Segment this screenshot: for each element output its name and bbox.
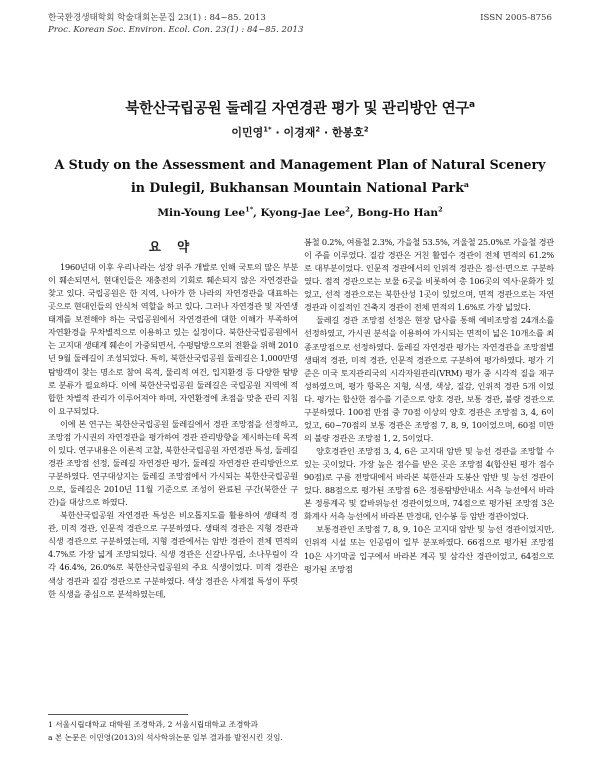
journal-citation-ko: 한국환경생태학회 학술대회논문집 23(1) : 84~85. 2013 — [48, 13, 266, 23]
footnote-divider — [48, 714, 188, 715]
authors-ko — [0, 124, 600, 140]
abstract-paragraph: 보통경관인 조망점 7, 8, 9, 10은 고지대 암반 및 능선 경관이었지만, 인위적 시설 또는 인공림이 일부 분포하였다. 66점으로 평가된 조망점 10은 사기막골 입구에서 바라본 계곡 및 삼각산 경관이었고, 64점으로 평가된 조망점 — [304, 524, 554, 574]
abstract-paragraph: 북한산국립공원 자연경관 특성은 비오톱지도를 활용하여 생태적 경관, 미적 경관, 인문적 경관으로 구분하였다. 생태적 경관은 지형 경관과 식생 경관으로 구분하였는데, 지형 경관에서는 암반 경관이 전체 면적의 4.7%로 가장 넓게 조망되었다. 식생 경관은 신갈나무림, 소나무림이 각각 46.4%, 26.0%로 북한산국립공원의 주요 식생이었다. 미적 경관은 색상 경관과 질감 경관으로 구분하였다. 색상 경관은 사계절 특성이 뚜렷한 식생을 중심으로 분석하였는데, — [48, 510, 298, 599]
footnotes — [48, 719, 552, 744]
paper-title-en — [0, 153, 600, 199]
author-en-3: Bong-Ho Han — [357, 207, 439, 219]
author-en-separator: , — [253, 207, 261, 219]
abstract-paragraph: 1960년대 이후 우리나라는 성장 위주 개발로 인해 국토의 많은 부분이 훼손되면서, 현대인들은 재충전의 기회로 훼손되지 않은 자연경관을 찾고 있다. 국립공원은 한 지역, 나아가 한 나라의 자연경관을 대표하는 곳으로 현대인들의 안식처 역할을 하고 있다. 그러나 자연경관 및 자연생태계를 보전해야 하는 국립공원에서 자연경관에 대한 이해가 부족하여 자연환경을 무차별적으로 이용하고 있는 실정이다. 북한산국립공원에서는 고지대 생태계 훼손이 가중되면서, 수평탐방으로의 전환을 위해 2010년 9월 둘레길이 조성되었다. 특히, 북한산국립공원 둘레길은 1,000만명 탐방객이 찾는 명소로 참여 목적, 물리적 여건, 입지환경 등 다양한 탐방로 분류가 필요하다. 이에 북한산국립공원 둘레길은 국립공원 지역에 적합한 차별적 관리가 이루어져야 하며, 자연환경에 초점을 맞춘 관리 지침이 요구되었다. — [48, 262, 298, 416]
author-ko-2-mark: 2 — [315, 125, 321, 134]
abstract-right-column — [304, 236, 554, 576]
abstract-paragraph: 이에 본 연구는 북한산국립공원 둘레길에서 경관 조망점을 선정하고, 조망점 가시권의 자연경관을 평가하여 경관 관리방향을 제시하는데 목적이 있다. 연구내용은 이론적 고찰, 북한산국립공원 자연경관 특성, 둘레길 경관 조망점 선정, 둘레길 자연경관 평가, 둘레길 자연경관 관리방안으로 구분하였다. 연구대상지는 둘레길 조망점에서 가시되는 북한산국립공원으로, 둘레길은 2010년 11월 기준으로 조성이 완료된 구간(북한산 구간)을 대상으로 하였다. — [48, 418, 298, 508]
author-ko-1-mark: 1* — [263, 125, 272, 134]
paper-title-en-line1: A Study on the Assessment and Management Plan of Natural Scenery — [54, 157, 546, 172]
author-ko-1: 이민영 — [231, 126, 264, 139]
abstract-paragraph: 둘레길 경관 조망점 선정은 현장 답사를 통해 예비조망점 24개소를 선정하였고, 가시권 분석을 이용하여 가시되는 면적이 넓은 10개소를 최종조망점으로 선정하였다. 둘레길 자연경관 평가는 자연경관을 조망점별 생태적 경관, 미적 경관, 인문적 경관으로 구분하여 평가하였다. 평가 기준은 미국 토지관리국의 시각자원관리(VRM) 평가 중 시각적 질을 재구성하였으며, 평가 항목은 지형, 식생, 색상, 질감, 인위적 경관 5개 이었다. 평가는 합산한 점수를 기준으로 양호 경관, 보통 경관, 불량 경관으로 구분하였다. 100점 만점 중 70점 이상의 양호 경관은 조망점 3, 4, 6이었고, 60~70점의 보통 경관은 조망점 7, 8, 9, 10이었으며, 60점 미만의 불량 경관은 조망점 1, 2, 5이었다. — [304, 315, 554, 443]
title-en-footnote-mark: a — [463, 179, 469, 189]
author-ko-3-mark: 2 — [363, 125, 369, 134]
author-ko-3: 한봉호 — [331, 126, 364, 139]
author-en-2: Kyong-Jae Lee — [260, 207, 346, 219]
paper-title-en-line2: in Dulegil, Bukhansan Mountain National Park — [131, 180, 464, 195]
authors-en — [0, 207, 600, 219]
footnote-thesis-note: a 본 논문은 이민영(2013)의 석사학위논문 일부 결과를 발전시킨 것임. — [48, 732, 283, 742]
author-en-3-mark: 2 — [438, 205, 443, 214]
footnote-affiliations: 1 서울시립대학교 대학원 조경학과, 2 서울시립대학교 조경학과 — [48, 720, 258, 729]
author-en-separator: , — [349, 207, 358, 219]
author-separator: · — [323, 126, 332, 139]
abstract-paragraph: 봄철 0.2%, 여름철 2.3%, 가을철 53.5%, 겨울철 25.0%로 가을철 경관이 주를 이루었다. 질감 경관은 거친 활엽수 경관이 전체 면적의 61.2%로 대부분이었다. 인문적 경관에서의 인위적 경관은 점·선·면으로 구분하였다. 점적 경관으로는 보물 6곳을 비롯하여 총 106곳의 역사·문화가 있었고, 선적 경관으로는 북한산성 1곳이 있었으며, 면적 경관으로는 자연경관과 이질적인 건축지 경관이 전체 면적의 1.6%로 가장 넓었다. — [304, 237, 554, 313]
author-en-2-mark: 2 — [345, 205, 350, 214]
running-header — [48, 12, 552, 36]
issn: ISSN 2005-8756 — [480, 13, 552, 23]
journal-citation-en: Proc. Korean Soc. Environ. Ecol. Con. 23(1) : 84~85. 2013 — [48, 25, 304, 35]
abstract-left-column — [48, 261, 298, 601]
author-separator: · — [275, 126, 284, 139]
author-en-1: Min-Young Lee — [157, 207, 246, 219]
title-ko-footnote-mark: a — [468, 100, 475, 111]
paper-title-en-line2-wrap — [0, 176, 600, 199]
paper-title-ko — [0, 97, 600, 118]
author-ko-2: 이경재 — [283, 126, 316, 139]
abstract-paragraph: 양호경관인 조망점 3, 4, 6은 고지대 암반 및 능선 경관을 조망할 수 있는 곳이었다. 가장 높은 점수를 받은 곳은 조망점 4(합산된 평가 점수 90점)로 구름 전망대에서 바라본 북한산과 도봉산 암반 및 능선 경관이었다. 88점으로 평가된 조망점 6은 정릉탐방안내소 서측 능선에서 바라본 정릉계곡 및 칼바위능선 경관이었으며, 74점으로 평가된 조망점 3은 화계사 서측 능선에서 바라본 만경대, 인수봉 등 암반 경관이었다. — [304, 446, 554, 522]
author-en-1-mark: 1* — [245, 205, 254, 214]
paper-title-ko-text: 북한산국립공원 둘레길 자연경관 평가 및 관리방안 연구 — [125, 101, 469, 117]
abstract-heading: 요 약 — [148, 239, 196, 254]
